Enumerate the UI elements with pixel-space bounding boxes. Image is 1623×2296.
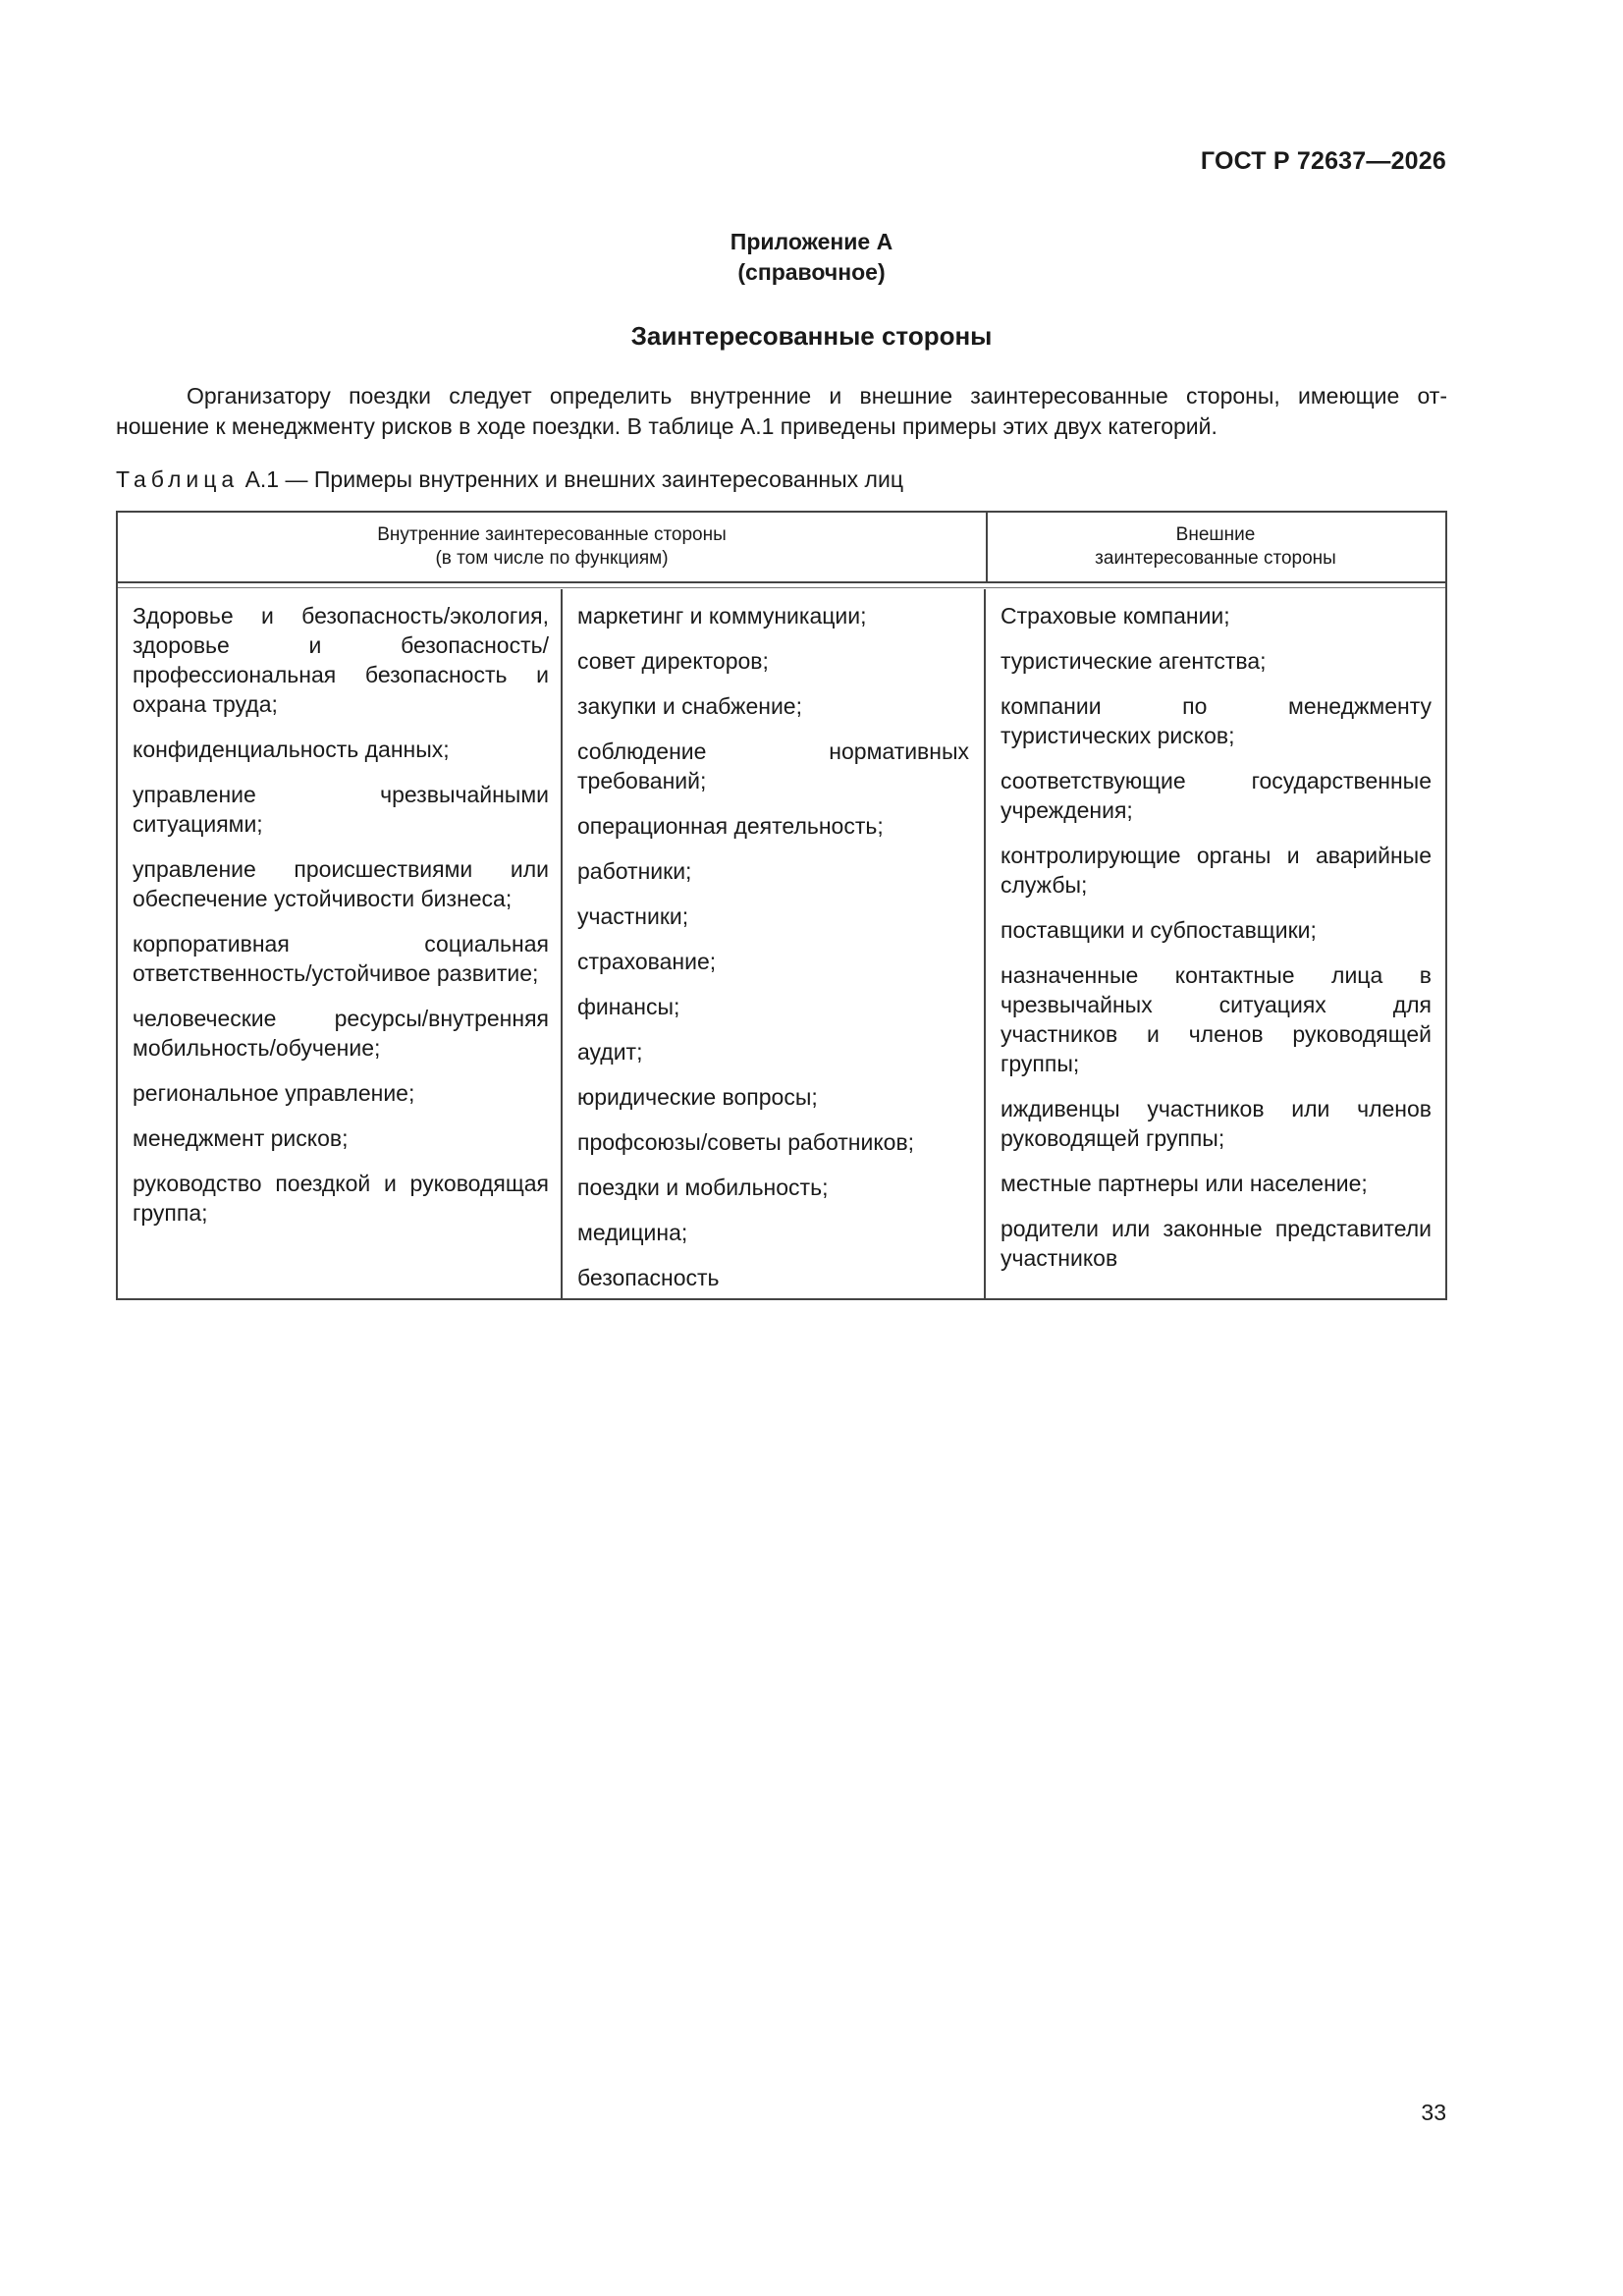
annex-title: Приложение А: [730, 229, 893, 254]
table-cell-item: безопасность: [577, 1265, 720, 1290]
header-internal-line: (в том числе по функциям): [435, 548, 669, 569]
section-heading: Заинтересованные стороны: [630, 321, 993, 351]
table-cell-item: поставщики и субпоставщики;: [1001, 917, 1317, 943]
table-cell-item: Страховые компании;: [1001, 603, 1230, 629]
table-cell-item: совет директоров;: [577, 648, 769, 674]
table-cell-item: юридические вопросы;: [577, 1084, 818, 1110]
standard-code: ГОСТ Р 72637—2026: [1200, 147, 1446, 175]
table-caption: [116, 466, 903, 493]
header-internal-line: Внутренние заинтересованные стороны: [377, 524, 727, 545]
internal-column-2: [563, 589, 986, 1298]
header-external-line: Внешние: [1175, 524, 1256, 545]
table-cell-item: региональное управление;: [133, 1080, 415, 1106]
table-cell-item: соответствующие государственные учреждения;: [1001, 768, 1432, 823]
table-cell-item: закупки и снабжение;: [577, 693, 802, 719]
table-cell-item: управление происшествиями или обеспечение устойчивости бизнеса;: [133, 856, 549, 911]
table-cell-item: руководство поездкой и руководящая группа;: [133, 1171, 549, 1226]
table-cell-item: медицина;: [577, 1220, 688, 1245]
table-cell-item: работники;: [577, 858, 692, 884]
table-cell-item: корпоративная социальная ответственность/устойчивое развитие;: [133, 931, 549, 986]
page-number: 33: [1421, 2100, 1446, 2125]
table-cell-item: поездки и мобильность;: [577, 1175, 829, 1200]
table-header-row: [118, 513, 1445, 583]
intro-line: ношение к менеджменту рисков в ходе поездки. В таблице А.1 приведены примеры этих двух категорий.: [116, 413, 1217, 439]
external-column: [986, 589, 1445, 1298]
table-cell-item: финансы;: [577, 994, 680, 1019]
table-cell-item: конфиденциальность данных;: [133, 737, 450, 762]
table-cell-item: соблюдение нормативных требований;: [577, 738, 969, 793]
table-cell-item: аудит;: [577, 1039, 643, 1065]
table-cell-item: профсоюзы/советы работников;: [577, 1129, 915, 1155]
header-external: [986, 513, 1445, 581]
table-cell-item: местные партнеры или население;: [1001, 1171, 1368, 1196]
table-caption-label: Таблица: [116, 466, 240, 492]
table-cell-item: маркетинг и коммуникации;: [577, 603, 867, 629]
table-cell-item: родители или законные представители участников: [1001, 1216, 1432, 1271]
internal-column-1: [118, 589, 563, 1298]
table-cell-item: контролирующие органы и аварийные службы;: [1001, 843, 1432, 898]
intro-line: Организатору поездки следует определить внутренние и внешние заинтересованные стороны, имеющие от-: [187, 383, 1447, 409]
annex-subtitle: (справочное): [737, 259, 886, 285]
table-cell-item: управление чрезвычайными ситуациями;: [133, 782, 549, 837]
table-cell-item: Здоровье и безопасность/экология, здоровье и безопасность/профессиональная безопасность и охрана труда;: [133, 603, 549, 717]
header-internal: [118, 513, 988, 581]
table-cell-item: страхование;: [577, 949, 717, 974]
table-cell-item: туристические агентства;: [1001, 648, 1267, 674]
header-external-line: заинтересованные стороны: [1095, 548, 1336, 569]
intro-paragraph: [116, 381, 1447, 442]
table-cell-item: назначенные контактные лица в чрезвычайных ситуациях для участников и членов руководящей группы;: [1001, 962, 1432, 1076]
table-caption-text: А.1 — Примеры внутренних и внешних заинтересованных лиц: [239, 466, 903, 492]
table-cell-item: иждивенцы участников или членов руководящей группы;: [1001, 1096, 1432, 1151]
stakeholder-table: [116, 511, 1447, 1300]
table-cell-item: человеческие ресурсы/внутренняя мобильность/обучение;: [133, 1006, 549, 1061]
table-cell-item: менеджмент рисков;: [133, 1125, 349, 1151]
table-cell-item: операционная деятельность;: [577, 813, 884, 839]
table-cell-item: компании по менеджменту туристических рисков;: [1001, 693, 1432, 748]
table-cell-item: участники;: [577, 903, 689, 929]
